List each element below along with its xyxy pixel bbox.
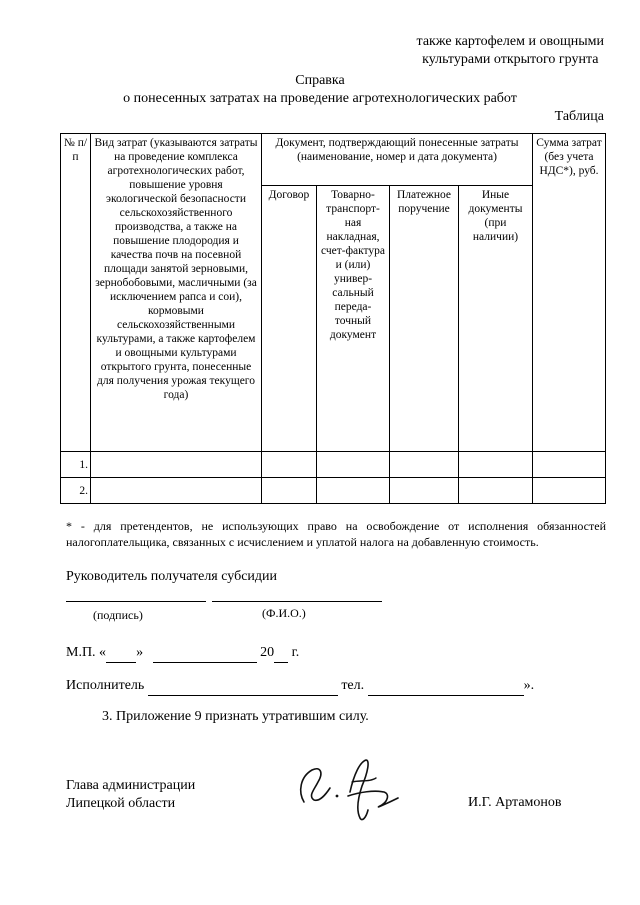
table-cell bbox=[317, 478, 390, 504]
document-subtitle: о понесенных затратах на проведение агротехнологических работ bbox=[123, 91, 517, 106]
header-line-2: культурами открытого грунта bbox=[422, 52, 599, 67]
header-continuation bbox=[417, 33, 604, 69]
header-line-1: также картофелем и овощными bbox=[416, 34, 604, 49]
table-cell bbox=[262, 478, 317, 504]
phone-blank bbox=[368, 677, 524, 696]
header-cell-sum: Сумма затрат (без учета НДС*), руб. bbox=[533, 134, 606, 452]
costs-table bbox=[60, 133, 606, 504]
stamp-quote-close: » bbox=[136, 645, 144, 660]
signature-caption: (подпись) bbox=[93, 608, 143, 622]
signature-line bbox=[66, 601, 206, 602]
header-cell-cost-type: Вид затрат (указываются затраты на проведение комплекса агротехнологических работ, повышение уровня экологической безопасности сельскохозяйственного производства, а также на повышение плодородия и качества почв на посевной площади занятой зерновыми, зернобобовыми, масличными (за исключением рапса и сои), кормовыми сельскохозяйственными культурами, а также картофелем и овощными культурами открытого грунта, понесенные для получения урожая текущего года) bbox=[91, 134, 262, 452]
subheader-payment-order: Платежное поручение bbox=[390, 186, 459, 452]
month-blank bbox=[153, 644, 257, 663]
table-label: Таблица bbox=[554, 109, 604, 124]
header-cell-document: Документ, подтверждающий понесенные затраты (наименование, номер и дата документа) bbox=[262, 134, 533, 186]
table-cell bbox=[459, 478, 533, 504]
subheader-contract: Договор bbox=[262, 186, 317, 452]
subheader-waybill: Товарно-транспорт-ная накладная, счет-фактура и (или) универ-сальный переда-точный документ bbox=[317, 186, 390, 452]
year-suffix: г. bbox=[291, 645, 300, 660]
header-cell-number: № п/п bbox=[61, 134, 91, 452]
table-row bbox=[61, 478, 606, 504]
signatory-position bbox=[66, 777, 195, 813]
table-cell bbox=[459, 452, 533, 478]
table-cell bbox=[390, 478, 459, 504]
stamp-prefix: М.П. « bbox=[66, 645, 107, 660]
table-cell bbox=[533, 478, 606, 504]
table-cell bbox=[91, 478, 262, 504]
document-title: Справка bbox=[295, 73, 345, 88]
year-blank bbox=[274, 644, 288, 663]
phone-label: тел. bbox=[341, 678, 365, 693]
subheader-other-documents: Иные документы (при наличии) bbox=[459, 186, 533, 452]
day-blank bbox=[106, 644, 136, 663]
year-prefix: 20 bbox=[260, 645, 275, 660]
name-caption: (Ф.И.О.) bbox=[262, 606, 306, 620]
position-line-2: Липецкой области bbox=[66, 796, 176, 811]
stamp-date-line bbox=[66, 644, 299, 663]
table-row bbox=[61, 452, 606, 478]
table-cell bbox=[317, 452, 390, 478]
head-of-recipient-label: Руководитель получателя субсидии bbox=[66, 569, 278, 584]
name-line bbox=[212, 601, 382, 602]
phone-end-mark: ». bbox=[523, 678, 535, 693]
row-number: 2. bbox=[61, 478, 91, 504]
signatory-name: И.Г. Артамонов bbox=[468, 795, 562, 810]
position-line-1: Глава администрации bbox=[66, 778, 196, 793]
handwritten-signature bbox=[290, 752, 410, 832]
table-cell bbox=[91, 452, 262, 478]
row-number: 1. bbox=[61, 452, 91, 478]
executor-label: Исполнитель bbox=[66, 678, 145, 693]
item-3: 3. Приложение 9 признать утратившим силу. bbox=[102, 709, 369, 724]
table-cell bbox=[533, 452, 606, 478]
executor-line bbox=[66, 677, 534, 696]
table-cell bbox=[262, 452, 317, 478]
executor-blank bbox=[148, 677, 338, 696]
table-cell bbox=[390, 452, 459, 478]
footnote: * - для претендентов, не использующих право на освобождение от исполнения обязанностей налогоплательщика, связанных с исчислением и уплатой налога на добавленную стоимость. bbox=[66, 519, 606, 549]
